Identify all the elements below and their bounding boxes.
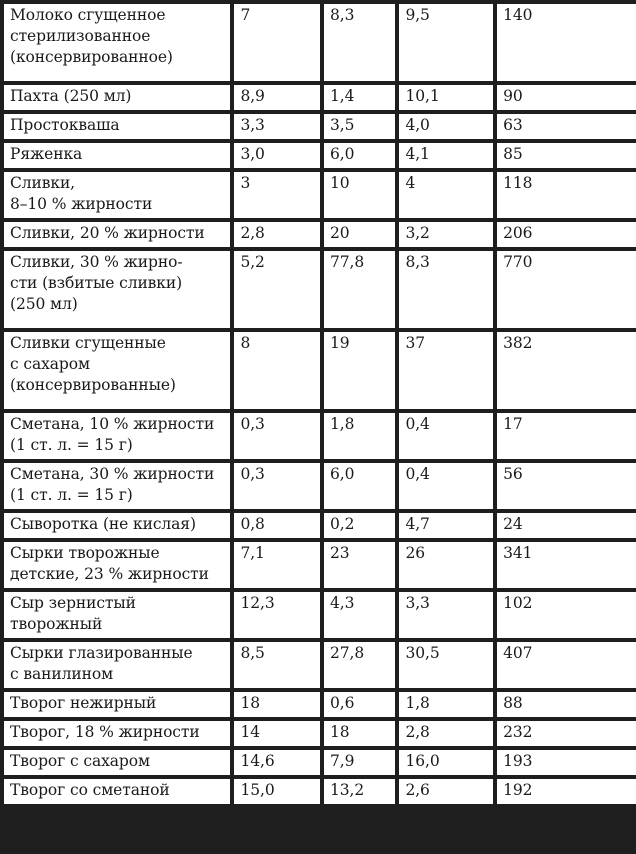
value-cell-col5: 56 [497,463,636,509]
value-cell-col4: 10,1 [399,85,493,110]
table-row [4,4,636,81]
value-cell-col4: 3,3 [399,592,493,638]
value-cell-col5: 17 [497,413,636,459]
value-cell-col2: 15,0 [234,779,320,804]
table-row [4,779,636,804]
value-cell-col4: 4,0 [399,114,493,139]
value-cell-col4: 2,8 [399,721,493,746]
value-cell-col3: 27,8 [324,642,395,688]
product-name-cell: Простокваша [4,114,230,139]
value-cell-col5: 341 [497,542,636,588]
product-name-cell: Сметана, 30 % жирности (1 ст. л. = 15 г) [4,463,230,509]
table-row [4,721,636,746]
product-name-cell: Сливки сгущенные с сахаром (консервированные) [4,332,230,409]
value-cell-col3: 77,8 [324,251,395,328]
value-cell-col3: 13,2 [324,779,395,804]
value-cell-col2: 8,9 [234,85,320,110]
value-cell-col5: 63 [497,114,636,139]
product-name-cell: Творог со сметаной [4,779,230,804]
table-row [4,222,636,247]
table-row [4,332,636,409]
product-name-cell: Сырки творожные детские, 23 % жирности [4,542,230,588]
value-cell-col2: 0,3 [234,413,320,459]
table-row [4,114,636,139]
value-cell-col3: 1,4 [324,85,395,110]
value-cell-col5: 192 [497,779,636,804]
value-cell-col2: 8,5 [234,642,320,688]
value-cell-col4: 2,6 [399,779,493,804]
value-cell-col4: 0,4 [399,413,493,459]
value-cell-col5: 90 [497,85,636,110]
product-name-cell: Сливки, 20 % жирности [4,222,230,247]
value-cell-col5: 102 [497,592,636,638]
table-row [4,542,636,588]
value-cell-col5: 407 [497,642,636,688]
product-name-cell: Творог нежирный [4,692,230,717]
value-cell-col2: 14,6 [234,750,320,775]
value-cell-col3: 1,8 [324,413,395,459]
value-cell-col4: 30,5 [399,642,493,688]
value-cell-col4: 4,7 [399,513,493,538]
product-name-cell: Творог с сахаром [4,750,230,775]
value-cell-col2: 0,3 [234,463,320,509]
table-row [4,143,636,168]
value-cell-col2: 12,3 [234,592,320,638]
product-name-cell: Сметана, 10 % жирности (1 ст. л. = 15 г) [4,413,230,459]
value-cell-col3: 3,5 [324,114,395,139]
table-row [4,463,636,509]
value-cell-col2: 5,2 [234,251,320,328]
value-cell-col3: 6,0 [324,143,395,168]
table-row [4,85,636,110]
value-cell-col2: 7,1 [234,542,320,588]
value-cell-col5: 24 [497,513,636,538]
table-row [4,413,636,459]
table-body [4,4,636,804]
value-cell-col3: 8,3 [324,4,395,81]
value-cell-col5: 85 [497,143,636,168]
value-cell-col4: 0,4 [399,463,493,509]
value-cell-col3: 20 [324,222,395,247]
value-cell-col2: 0,8 [234,513,320,538]
value-cell-col3: 10 [324,172,395,218]
value-cell-col5: 88 [497,692,636,717]
value-cell-col3: 23 [324,542,395,588]
value-cell-col4: 8,3 [399,251,493,328]
value-cell-col4: 26 [399,542,493,588]
product-name-cell: Молоко сгущенное стерилизованное (консервированное) [4,4,230,81]
value-cell-col4: 16,0 [399,750,493,775]
table-row [4,692,636,717]
value-cell-col4: 9,5 [399,4,493,81]
value-cell-col5: 140 [497,4,636,81]
product-name-cell: Сыр зернистый творожный [4,592,230,638]
value-cell-col2: 3,3 [234,114,320,139]
product-name-cell: Пахта (250 мл) [4,85,230,110]
value-cell-col2: 7 [234,4,320,81]
product-name-cell: Ряженка [4,143,230,168]
value-cell-col5: 118 [497,172,636,218]
value-cell-col2: 8 [234,332,320,409]
product-name-cell: Сливки, 8–10 % жирности [4,172,230,218]
value-cell-col2: 3,0 [234,143,320,168]
product-name-cell: Сырки глазированные с ванилином [4,642,230,688]
value-cell-col3: 4,3 [324,592,395,638]
value-cell-col2: 14 [234,721,320,746]
value-cell-col4: 4,1 [399,143,493,168]
value-cell-col4: 1,8 [399,692,493,717]
table-row [4,750,636,775]
value-cell-col3: 0,6 [324,692,395,717]
value-cell-col3: 6,0 [324,463,395,509]
value-cell-col3: 18 [324,721,395,746]
value-cell-col3: 19 [324,332,395,409]
value-cell-col5: 232 [497,721,636,746]
value-cell-col2: 18 [234,692,320,717]
value-cell-col3: 7,9 [324,750,395,775]
table-row [4,513,636,538]
value-cell-col5: 206 [497,222,636,247]
value-cell-col5: 193 [497,750,636,775]
value-cell-col2: 3 [234,172,320,218]
product-name-cell: Сливки, 30 % жирно- сти (взбитые сливки) (250 мл) [4,251,230,328]
value-cell-col4: 37 [399,332,493,409]
value-cell-col4: 4 [399,172,493,218]
product-name-cell: Сыворотка (не кислая) [4,513,230,538]
table-row [4,642,636,688]
table-row [4,172,636,218]
value-cell-col3: 0,2 [324,513,395,538]
table-row [4,251,636,328]
value-cell-col2: 2,8 [234,222,320,247]
product-name-cell: Творог, 18 % жирности [4,721,230,746]
value-cell-col5: 770 [497,251,636,328]
table-row [4,592,636,638]
value-cell-col4: 3,2 [399,222,493,247]
value-cell-col5: 382 [497,332,636,409]
